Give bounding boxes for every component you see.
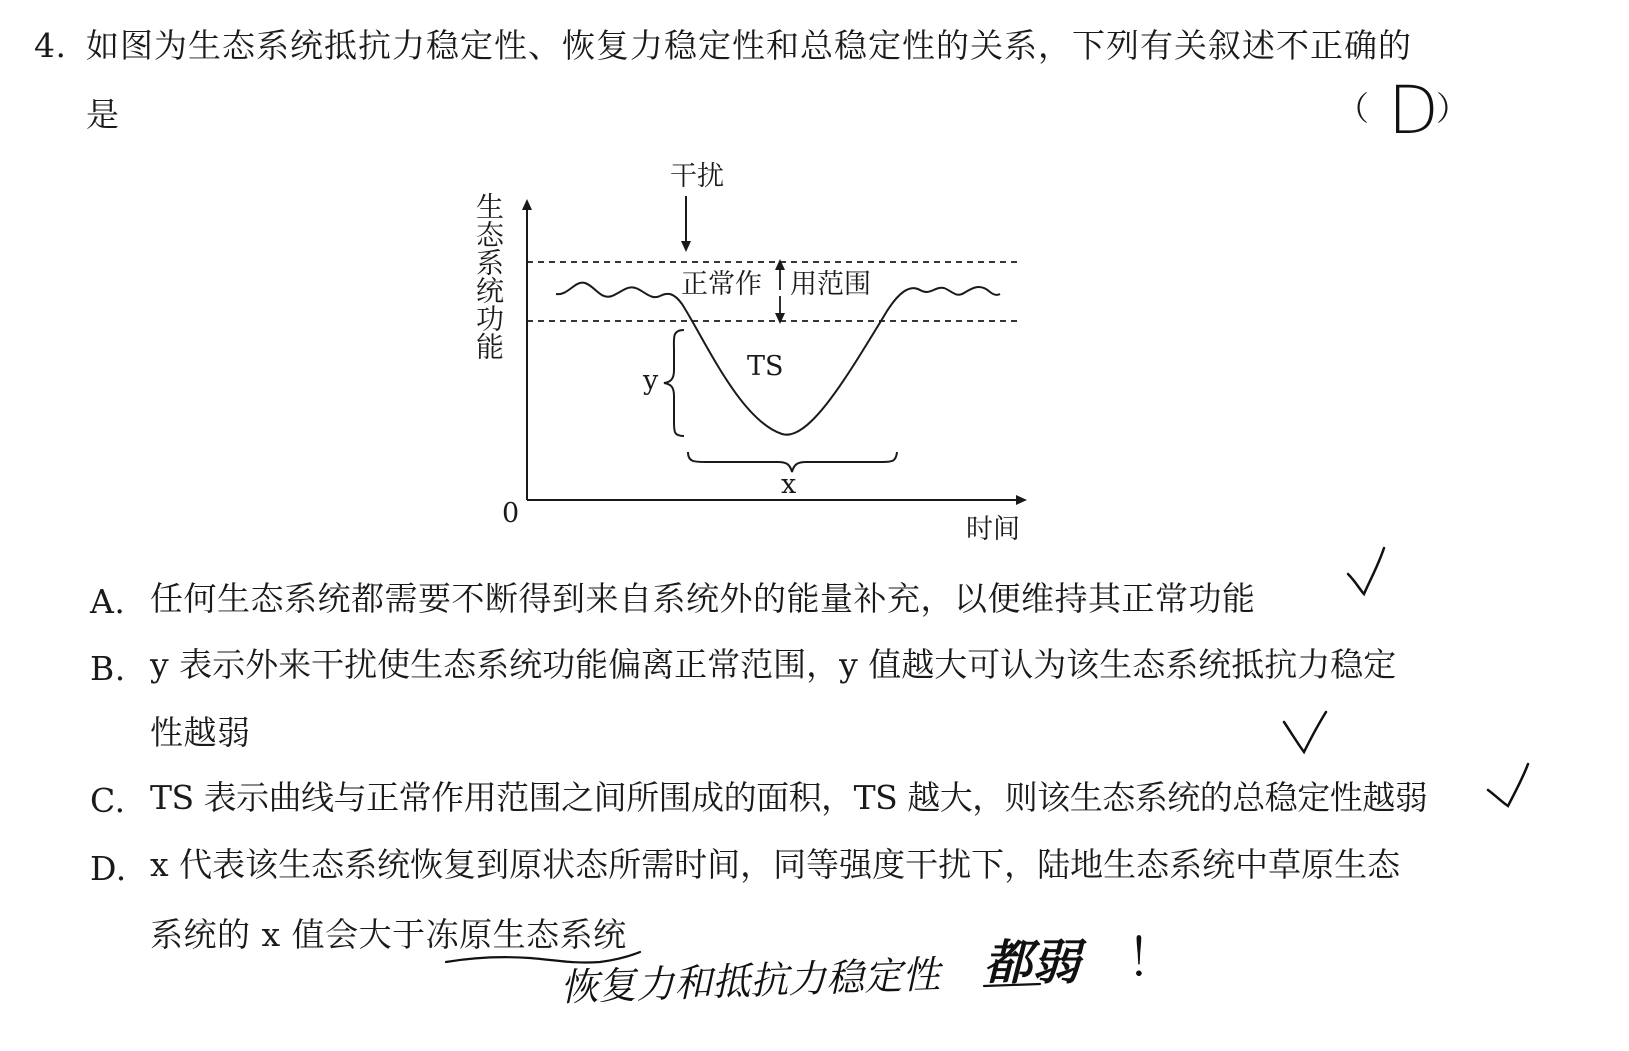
question-stem-line2: 是 [86, 95, 120, 134]
y-axis-label: 生态系统功能 [472, 192, 505, 360]
option-d-text-line2: 系统的 x 值会大于冻原生态系统 [150, 915, 627, 954]
option-d-letter: D. [90, 849, 127, 888]
question-stem-line1: 如图为生态系统抵抗力稳定性、恢复力稳定性和总稳定性的关系，下列有关叙述不正确的 [86, 26, 1412, 65]
option-a-text: 任何生态系统都需要不断得到来自系统外的能量补充，以便维持其正常功能 [150, 579, 1256, 618]
option-a-letter: A. [90, 582, 126, 621]
option-c-text: TS 表示曲线与正常作用范围之间所围成的面积，TS 越大，则该生态系统的总稳定性越弱 [150, 778, 1428, 817]
answer-bracket-close: ） [1436, 89, 1470, 128]
answer-bracket-open: （ [1336, 89, 1370, 128]
question-number: 4. [34, 26, 67, 65]
normal-range-label-left: 正常作 [681, 269, 762, 300]
option-b-text-line1: y 表示外来干扰使生态系统功能偏离正常范围，y 值越大可认为该生态系统抵抗力稳定 [150, 645, 1397, 684]
option-c-letter: C. [90, 781, 126, 820]
option-b-letter: B. [90, 649, 126, 688]
option-d-text-line1: x 代表该生态系统恢复到原状态所需时间，同等强度干扰下，陆地生态系统中草原生态 [150, 845, 1401, 884]
y-brace [664, 330, 684, 436]
option-b-text-line2: 性越弱 [150, 713, 251, 752]
origin-label: 0 [502, 498, 520, 529]
handwritten-note-part2: 都弱 [984, 935, 1081, 991]
x-label: x [781, 469, 797, 500]
y-label: y [643, 365, 659, 396]
handwritten-note-part3: ！ [1126, 929, 1179, 989]
normal-range-label-right: 用范围 [790, 269, 871, 300]
handwritten-note-part1: 恢复力和抵抗力稳定性 [559, 952, 941, 1010]
ts-label: TS [747, 351, 784, 382]
x-axis-label: 时间 [966, 514, 1020, 545]
disturbance-label: 干扰 [670, 161, 724, 192]
check-mark-c [1488, 764, 1528, 806]
check-mark-b [1284, 712, 1326, 752]
handwritten-answer: D [1388, 72, 1439, 149]
check-mark-a [1348, 548, 1384, 594]
